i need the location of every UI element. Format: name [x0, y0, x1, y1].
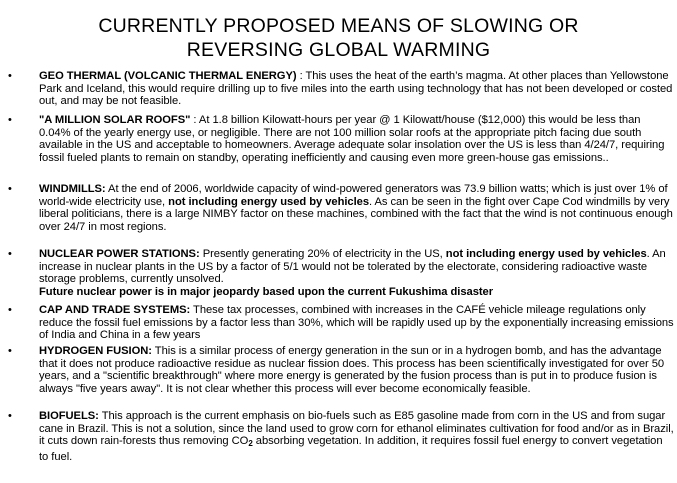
list-item-text	[39, 304, 674, 342]
item-body: At the end of 2006, worldwide capacity of wind-powered generators was 73.9 billion watts; which is just over 1% of world-wide electricity use,	[39, 183, 668, 208]
item-heading: WINDMILLS:	[39, 183, 106, 195]
item-body: This is a similar process of energy generation in the sun or in a hydrogen bomb, and has the advantage that it does not produce radioactive residue as nuclear fission does. This process has been scientifically investigated for over 50 years, and a "scientific breakthrough" where more energy is generated by the fusion process than is put in to produce fusion is always "five years away". It is not clear whether this process will ever become economically feasible.	[39, 345, 665, 396]
slide-title	[0, 14, 677, 62]
list-item-text	[39, 345, 674, 396]
item-heading: HYDROGEN FUSION:	[39, 345, 152, 357]
bullet-glyph: •	[8, 114, 12, 126]
item-emphasis-fukushima: Future nuclear power is in major jeopardy based upon the current Fukushima disaster	[39, 286, 494, 299]
list-item-text	[39, 114, 674, 165]
list-item-text	[39, 70, 674, 108]
list-item-text	[39, 248, 674, 299]
subscript-2: 2	[248, 439, 253, 449]
bullet-glyph: •	[8, 70, 12, 82]
item-heading: "A MILLION SOLAR ROOFS"	[39, 114, 191, 126]
bullet-glyph: •	[8, 304, 12, 316]
bullet-glyph: •	[8, 410, 12, 422]
item-body: . An increase in nuclear plants in the US by a factor of 5/1 would not be tolerated by the electorate, considering radioactive waste storage problems, currently unsolved.	[39, 248, 666, 286]
item-heading: BIOFUELS:	[39, 410, 99, 422]
item-emphasis: not including energy used by vehicles	[445, 248, 647, 260]
list-item-text	[39, 183, 674, 234]
bullet-glyph: •	[8, 248, 12, 260]
item-heading: GEO THERMAL (VOLCANIC THERMAL ENERGY)	[39, 70, 297, 82]
item-heading: CAP AND TRADE SYSTEMS:	[39, 304, 191, 316]
item-emphasis: not including energy used by vehicles	[168, 195, 369, 208]
title-line-2: REVERSING GLOBAL WARMING	[186, 39, 491, 61]
item-body: These tax processes, combined with increases in the CAFÉ vehicle mileage regulations only reduce the fossil fuel emissions by a factor less than 30%, which will be rapidly used up by the exponentially increasing emissions of India and China in a few years	[39, 304, 674, 342]
bullet-glyph: •	[8, 183, 12, 195]
item-body: . As can be seen in the fight over Cape Cod windmills by very liberal politicians, there is a large NIMBY factor on these machines, combined with the fact that the wind is not continuous enough over 24/7 in most regions.	[39, 195, 673, 234]
item-body: : At 1.8 billion Kilowatt-hours per year @ 1 Kilowatt/house ($12,000) this would be less than 0.04% of the yearly energy use, or negligible. There are not 100 million solar roofs at the appropriate pitch facing due south available in the US and acceptable to homeowners. Average adequate solar insolation over the US is less than 4/24/7, requiring fossil fueled plants to remain on standby, operating inefficiently and causing even more green-house gas emissions..	[39, 114, 665, 165]
item-body: Presently generating 20% of electricity in the US,	[199, 248, 446, 260]
item-body: : This uses the heat of the earth’s magma. At other places than Yellowstone Park and Iceland, this would require drilling up to five miles into the earth using technology that has not been developed or costed out, and may be not feasible.	[39, 70, 673, 108]
item-body: This approach is the current emphasis on bio-fuels such as E85 gasoline made from corn in the US and from sugar cane in Brazil. This is not a solution, since the land used to grow corn for ethanol eliminates cultivation for food and/or as in Brazil, it cuts down rain-forests thus removing CO	[39, 410, 674, 448]
item-heading: NUCLEAR POWER STATIONS:	[39, 248, 200, 260]
title-line-1: CURRENTLY PROPOSED MEANS OF SLOWING OR	[98, 15, 579, 37]
item-body: absorbing vegetation. In addition, it requires fossil fuel energy to convert vegetation to fuel.	[39, 435, 663, 464]
list-item-text	[39, 410, 674, 464]
bullet-glyph: •	[8, 345, 12, 357]
